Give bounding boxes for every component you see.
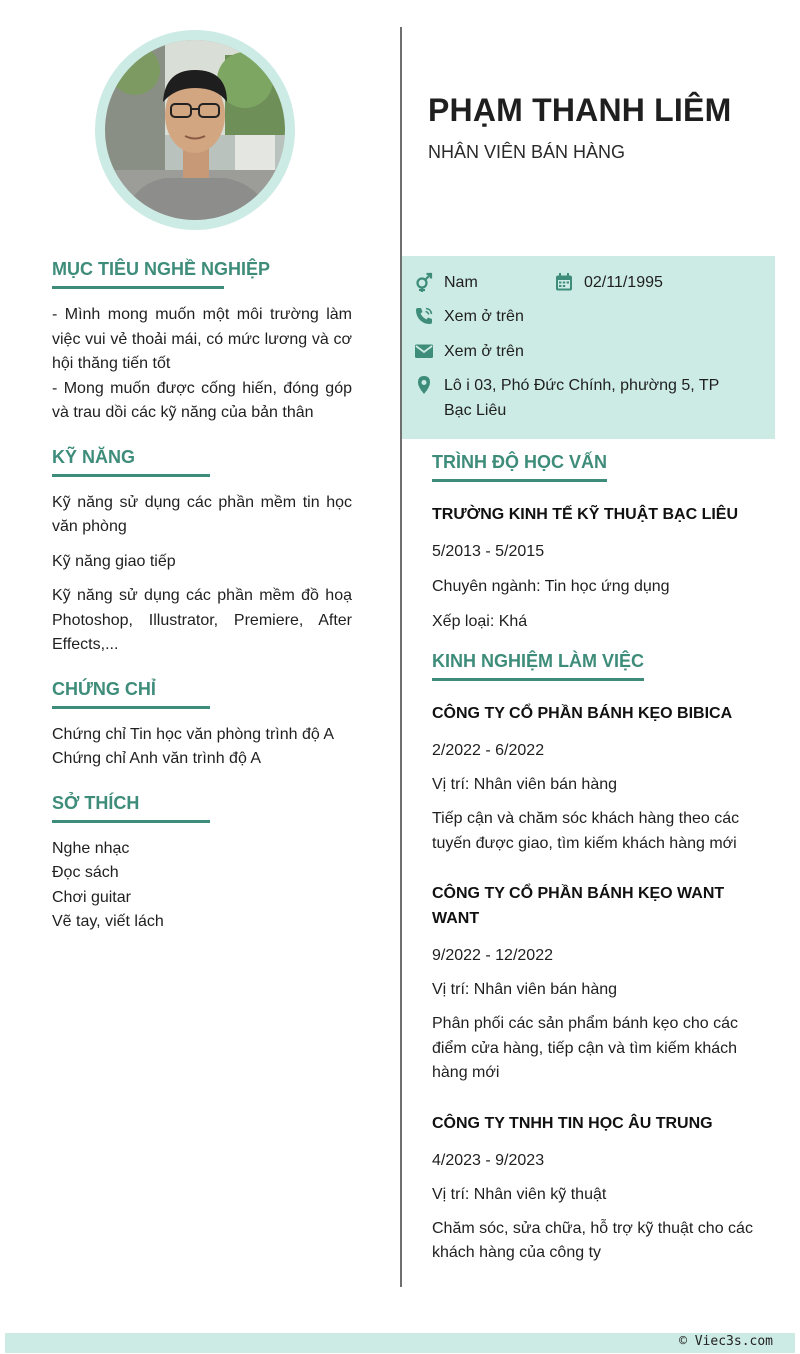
skills-section <box>52 446 352 658</box>
job-position: Vị trí: Nhân viên bán hàng <box>432 776 618 793</box>
phone-row <box>414 304 524 329</box>
certificates-heading: CHỨNG CHỈ <box>52 678 210 709</box>
job-description: Phân phối các sản phẩm bánh kẹo cho các điểm cửa hàng, tiếp cận và tìm kiếm khách hàng mới <box>432 1015 738 1081</box>
list-item: Chứng chỉ Anh văn trình độ A <box>52 750 262 767</box>
avatar-frame <box>95 30 295 230</box>
gender-value: Nam <box>444 274 478 291</box>
skills-list <box>52 491 352 658</box>
list-item: Kỹ năng sử dụng các phần mềm đồ hoạ Photoshop, Illustrator, Premiere, After Effects,... <box>52 587 352 653</box>
education-major: Chuyên ngành: Tin học ứng dụng <box>432 578 670 595</box>
hobbies-list <box>52 837 352 935</box>
footer-bar <box>5 1333 795 1353</box>
list-item: Kỹ năng giao tiếp <box>52 552 176 570</box>
job-entry <box>432 1111 762 1266</box>
list-item: Chơi guitar <box>52 888 131 906</box>
candidate-role: NHÂN VIÊN BÁN HÀNG <box>428 142 626 162</box>
certificates-section <box>52 678 352 772</box>
job-period: 2/2022 - 6/2022 <box>432 742 545 759</box>
hobbies-section <box>52 792 352 935</box>
contact-info-panel <box>402 256 775 439</box>
gender-row <box>414 270 478 295</box>
job-entry <box>432 881 762 1086</box>
objective-text: - Mình mong muốn một môi trường làm việc vui vẻ thoải mái, có mức lương và cơ hội thăng tiến tốt - Mong muốn được cống hiến, đóng góp và trau dồi các kỹ năng của bản thân <box>52 306 352 421</box>
list-item: Nghe nhạc <box>52 839 130 857</box>
birthday-value: 02/11/1995 <box>584 274 663 291</box>
birthday-row <box>554 270 663 295</box>
school-name: TRƯỜNG KINH TẾ KỸ THUẬT BẠC LIÊU <box>432 506 739 523</box>
left-column <box>52 258 352 955</box>
candidate-name: PHẠM THANH LIÊM <box>428 92 732 128</box>
job-description: Chăm sóc, sửa chữa, hỗ trợ kỹ thuật cho các khách hàng của công ty <box>432 1219 753 1261</box>
job-period: 9/2022 - 12/2022 <box>432 947 553 964</box>
list-item: Kỹ năng sử dụng các phần mềm tin học văn phòng <box>52 493 352 535</box>
footer-credit[interactable]: © Viec3s.com <box>679 1334 773 1349</box>
objective-section <box>52 258 352 426</box>
company-name: CÔNG TY TNHH TIN HỌC ÂU TRUNG <box>432 1114 713 1132</box>
list-item: Đọc sách <box>52 864 119 881</box>
company-name: CÔNG TY CỔ PHẦN BÁNH KẸO BIBICA <box>432 705 733 722</box>
calendar-icon <box>554 272 574 292</box>
address-value: Lô i 03, Phó Đức Chính, phường 5, TP Bạc Liêu <box>444 377 720 419</box>
experience-heading: KINH NGHIỆM LÀM VIỆC <box>432 650 644 681</box>
education-period: 5/2013 - 5/2015 <box>432 543 545 560</box>
company-name: CÔNG TY CỔ PHẦN BÁNH KẸO WANT WANT <box>432 885 725 927</box>
avatar <box>105 40 285 220</box>
hobbies-heading: SỞ THÍCH <box>52 792 210 823</box>
gender-icon <box>414 272 434 292</box>
column-divider <box>400 27 402 1287</box>
list-item: Chứng chỉ Tin học văn phòng trình độ A <box>52 725 335 743</box>
phone-value: Xem ở trên <box>444 308 524 325</box>
education-heading: TRÌNH ĐỘ HỌC VẤN <box>432 451 607 482</box>
objective-heading: MỤC TIÊU NGHỀ NGHIỆP <box>52 258 224 289</box>
skills-heading: KỸ NĂNG <box>52 446 210 477</box>
experience-section <box>432 650 762 1266</box>
email-row <box>414 339 524 364</box>
certificates-list <box>52 723 352 772</box>
location-pin-icon <box>414 375 434 395</box>
email-value: Xem ở trên <box>444 343 524 360</box>
job-entry <box>432 701 762 856</box>
job-position: Vị trí: Nhân viên bán hàng <box>432 981 618 998</box>
envelope-icon <box>414 341 434 361</box>
avatar-photo <box>105 40 285 220</box>
list-item: Vẽ tay, viết lách <box>52 913 164 930</box>
job-period: 4/2023 - 9/2023 <box>432 1151 545 1169</box>
phone-icon <box>414 306 434 326</box>
job-description: Tiếp cận và chăm sóc khách hàng theo các tuyến được giao, tìm kiếm khách hàng mới <box>432 810 740 852</box>
education-grade: Xếp loại: Khá <box>432 613 528 630</box>
address-row <box>414 373 744 423</box>
education-section <box>432 451 762 634</box>
job-position: Vị trí: Nhân viên kỹ thuật <box>432 1185 607 1203</box>
